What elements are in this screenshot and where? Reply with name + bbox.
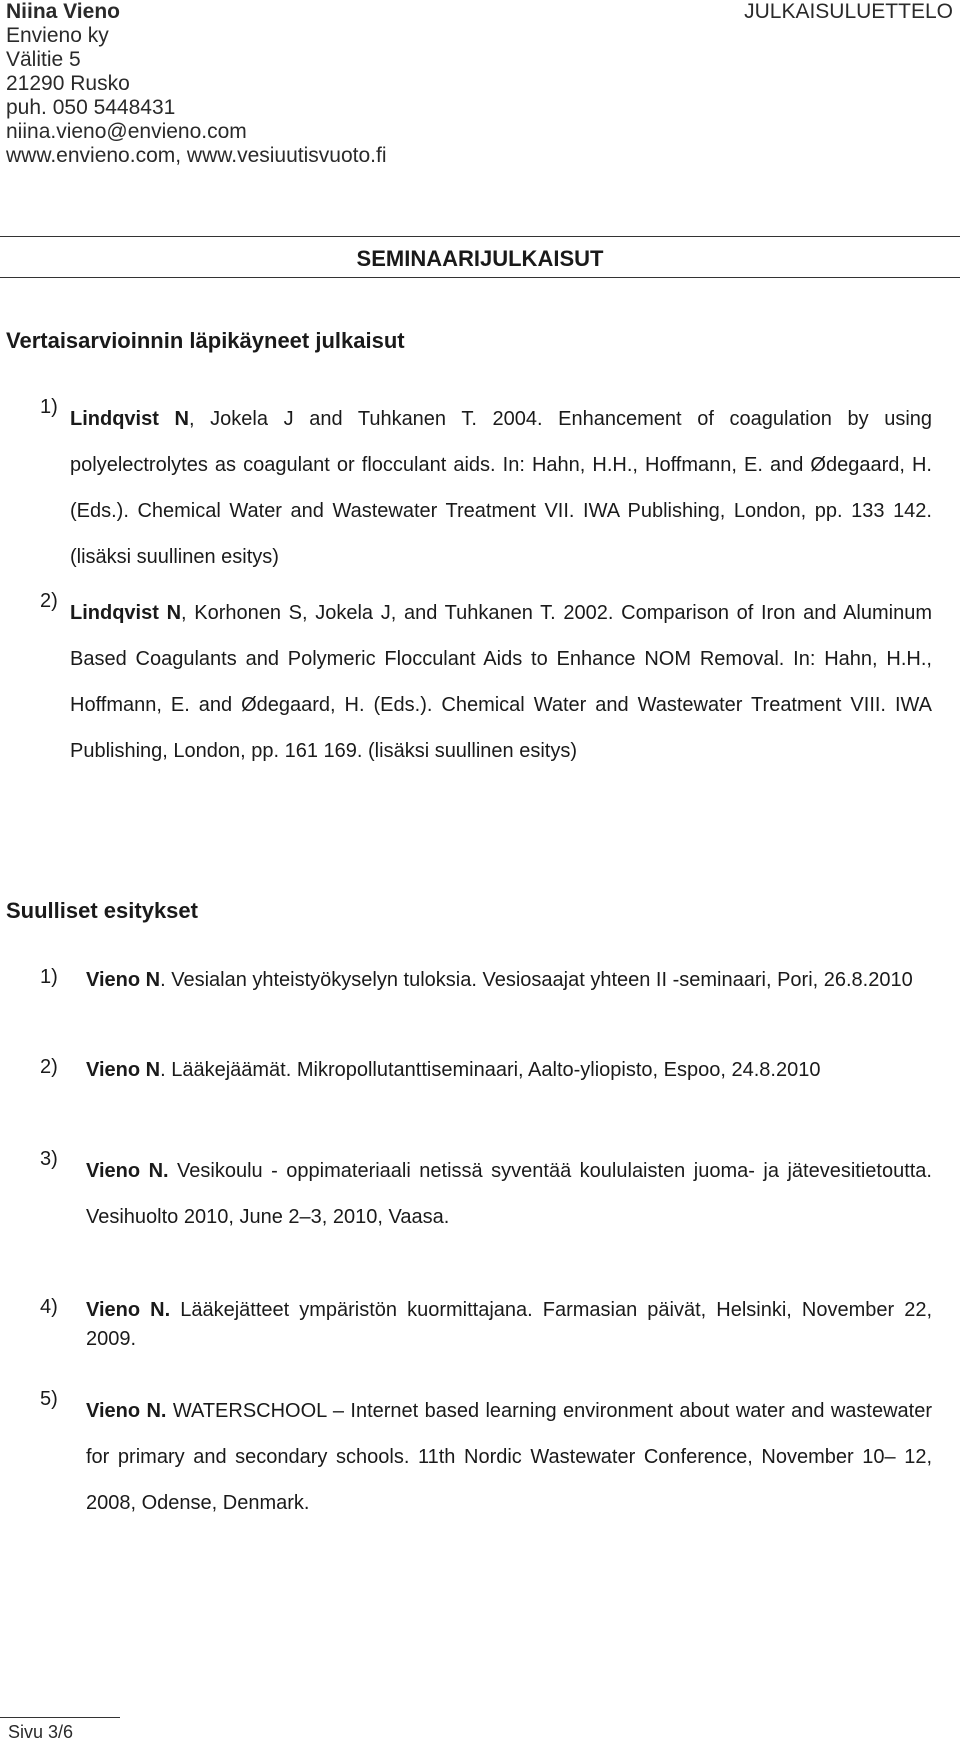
entry-text: , Korhonen S, Jokela J, and Tuhkanen T. 2002. Comparison of Iron and Aluminum Based Coagulants and Polymeric Flocculant Aids to Enhance NOM Removal. In: Hahn, H.H., Hoffmann, E. and Ødegaard, H. (Eds.). Chemical Water and Wastewater Treatment VIII. IWA Publishing, London, pp. 161 169. (lisäksi suullinen esitys): [70, 602, 932, 762]
presentation-entry: [86, 1296, 932, 1354]
footer-divider: [0, 1717, 120, 1718]
phone-number: puh. 050 5448431: [6, 96, 176, 119]
publication-entry: [70, 396, 932, 580]
page-number: Sivu 3/6: [8, 1722, 74, 1742]
contact-block: [6, 0, 387, 168]
entry-author: Vieno N.: [86, 1400, 167, 1422]
peer-reviewed-heading: Vertaisarvioinnin läpikäyneet julkaisut: [6, 328, 405, 353]
entry-text: WATERSCHOOL – Internet based learning environment about water and wastewater for primary and secondary schools. 11th Nordic Wastewater Conference, November 10– 12, 2008, Odense, Denmark.: [86, 1400, 932, 1514]
entry-text: Vesikoulu - oppimateriaali netissä syventää koululaisten juoma- ja jätevesitietoutta. Vesihuolto 2010, June 2–3, 2010, Vaasa.: [86, 1160, 932, 1228]
entry-text: , Jokela J and Tuhkanen T. 2004. Enhancement of coagulation by using polyelectrolytes as coagulant or flocculant aids. In: Hahn, H.H., Hoffmann, E. and Ødegaard, H. (Eds.). Chemical Water and Wastewater Treatment VII. IWA Publishing, London, pp. 133 142. (lisäksi suullinen esitys): [70, 408, 933, 568]
header-divider-bottom: [0, 277, 960, 278]
publication-entry: [70, 590, 932, 774]
presentation-entry: [86, 1056, 932, 1085]
entry-text: . Lääkejäämät. Mikropollutanttiseminaari, Aalto-yliopisto, Espoo, 24.8.2010: [160, 1059, 821, 1081]
entry-text: Lääkejätteet ympäristön kuormittajana. Farmasian päivät, Helsinki, November 22, 2009.: [86, 1299, 933, 1350]
list-number: 2): [40, 1056, 58, 1078]
presentation-entry: [86, 966, 932, 995]
list-number: 1): [40, 396, 58, 418]
list-number: 2): [40, 590, 58, 612]
presentation-entry: [86, 1148, 932, 1240]
section-title: SEMINAARIJULKAISUT: [356, 246, 604, 271]
street-address: Välitie 5: [6, 48, 81, 71]
entry-author: Lindqvist N: [70, 408, 189, 430]
entry-text: . Vesialan yhteistyökyselyn tuloksia. Vesiosaajat yhteen II -seminaari, Pori, 26.8.2010: [160, 969, 913, 991]
entry-author: Vieno N: [86, 1059, 161, 1081]
website-links[interactable]: www.envieno.com, www.vesiuutisvuoto.fi: [6, 144, 387, 167]
entry-author: Vieno N.: [86, 1160, 169, 1182]
presentation-entry: [86, 1388, 932, 1526]
author-name: Niina Vieno: [6, 0, 120, 23]
entry-author: Vieno N.: [86, 1299, 171, 1321]
list-number: 3): [40, 1148, 58, 1170]
entry-author: Vieno N: [86, 969, 161, 991]
header-divider-top: [0, 236, 960, 237]
oral-presentations-heading: Suulliset esitykset: [6, 898, 198, 923]
postal-address: 21290 Rusko: [6, 72, 130, 95]
email-link[interactable]: niina.vieno@envieno.com: [6, 120, 247, 143]
company-name: Envieno ky: [6, 24, 109, 47]
entry-author: Lindqvist N: [70, 602, 182, 624]
list-number: 1): [40, 966, 58, 988]
list-number: 5): [40, 1388, 58, 1410]
document-type: JULKAISULUETTELO: [744, 0, 953, 23]
list-number: 4): [40, 1296, 58, 1318]
